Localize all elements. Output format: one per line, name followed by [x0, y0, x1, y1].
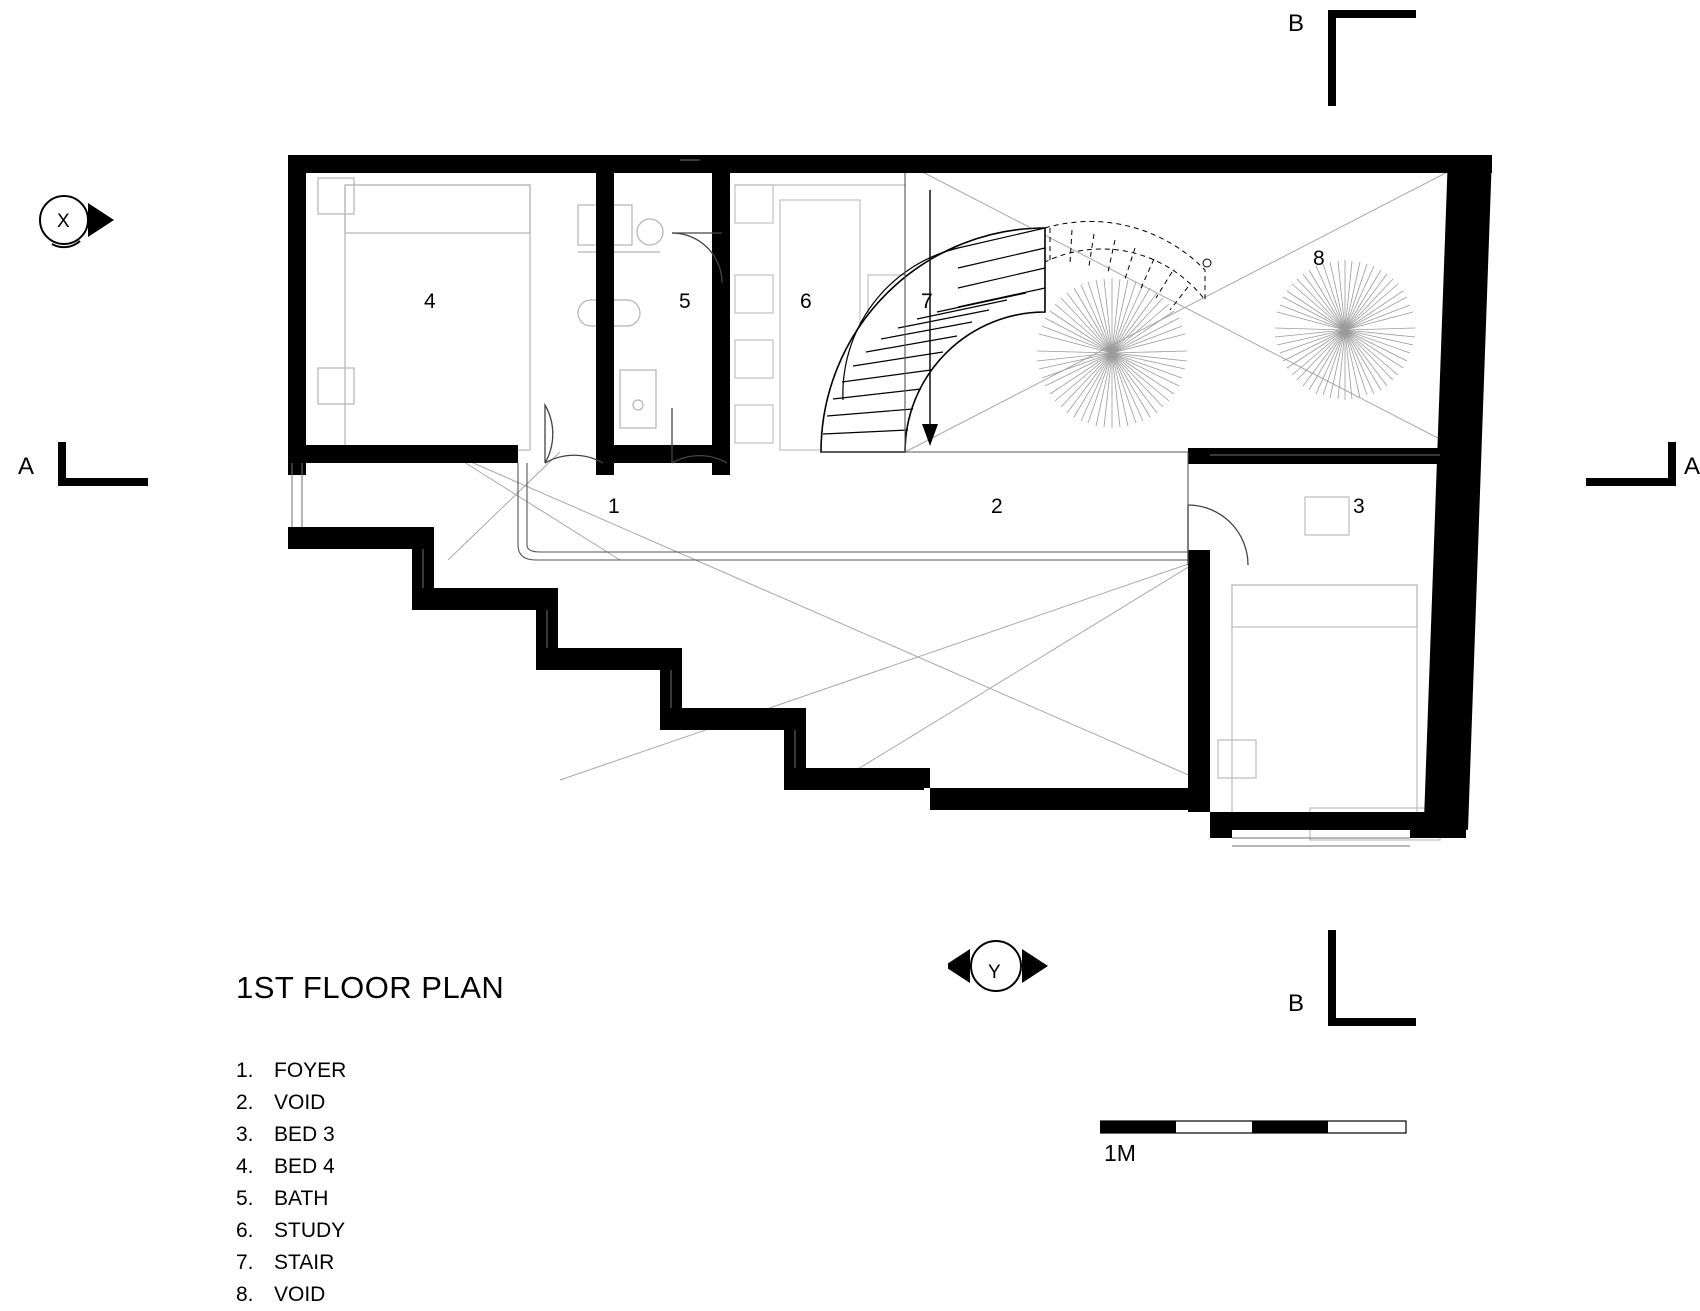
room-number-5: 5 [679, 290, 691, 313]
view-marker-y [948, 930, 1068, 1002]
view-marker-x-label: X [57, 211, 70, 232]
legend-label: BED 4 [274, 1155, 335, 1178]
section-marker-a-left-label: A [18, 453, 35, 480]
legend-label: STAIR [274, 1251, 335, 1274]
bed3-furniture [1218, 497, 1440, 840]
page-title: 1ST FLOOR PLAN [236, 970, 505, 1005]
list-item [236, 1279, 346, 1311]
room-number-1: 1 [608, 495, 620, 518]
room-number-2: 2 [991, 495, 1003, 518]
legend [236, 1055, 346, 1311]
list-item [236, 1087, 346, 1119]
legend-index: 2. [236, 1091, 254, 1114]
list-item [236, 1183, 346, 1215]
list-item [236, 1151, 346, 1183]
window-lines [292, 160, 1440, 846]
tree-symbols [1037, 260, 1415, 428]
legend-index: 1. [236, 1059, 254, 1082]
section-marker-a-left [48, 442, 158, 502]
section-marker-a-right-label: A [1684, 453, 1700, 480]
view-marker-y-label: Y [988, 962, 1001, 983]
legend-index: 3. [236, 1123, 254, 1146]
stair-symbol [821, 190, 1211, 452]
list-item [236, 1119, 346, 1151]
tree-icon-right [1275, 260, 1415, 400]
legend-index: 6. [236, 1219, 254, 1242]
scale-bar-label: 1M [1104, 1140, 1136, 1166]
legend-label: VOID [274, 1091, 326, 1114]
room-number-3: 3 [1353, 495, 1365, 518]
section-marker-a-right [1578, 442, 1688, 502]
legend-index: 4. [236, 1155, 254, 1178]
list-item [236, 1247, 346, 1279]
room-number-6: 6 [800, 290, 812, 313]
legend-label: BED 3 [274, 1123, 335, 1146]
legend-label: STUDY [274, 1219, 346, 1242]
list-item [236, 1215, 346, 1247]
room-number-8: 8 [1313, 247, 1325, 270]
scale-bar [1100, 1115, 1420, 1141]
legend-index: 8. [236, 1283, 254, 1306]
legend-index: 7. [236, 1251, 254, 1274]
tree-icon-left [1037, 278, 1187, 428]
section-marker-b-bottom [1318, 930, 1438, 1040]
legend-label: BATH [274, 1187, 329, 1210]
bath-fixtures [578, 205, 663, 428]
legend-index: 5. [236, 1187, 254, 1210]
bed4-furniture [318, 178, 530, 450]
legend-label: FOYER [274, 1059, 347, 1082]
room-number-7: 7 [921, 290, 933, 313]
room-number-4: 4 [424, 290, 436, 313]
view-marker-x [32, 185, 142, 255]
list-item [236, 1055, 346, 1087]
section-marker-b-bottom-label: B [1288, 990, 1305, 1017]
section-marker-b-top [1318, 2, 1438, 112]
legend-label: VOID [274, 1283, 326, 1306]
section-marker-b-top-label: B [1288, 10, 1305, 37]
